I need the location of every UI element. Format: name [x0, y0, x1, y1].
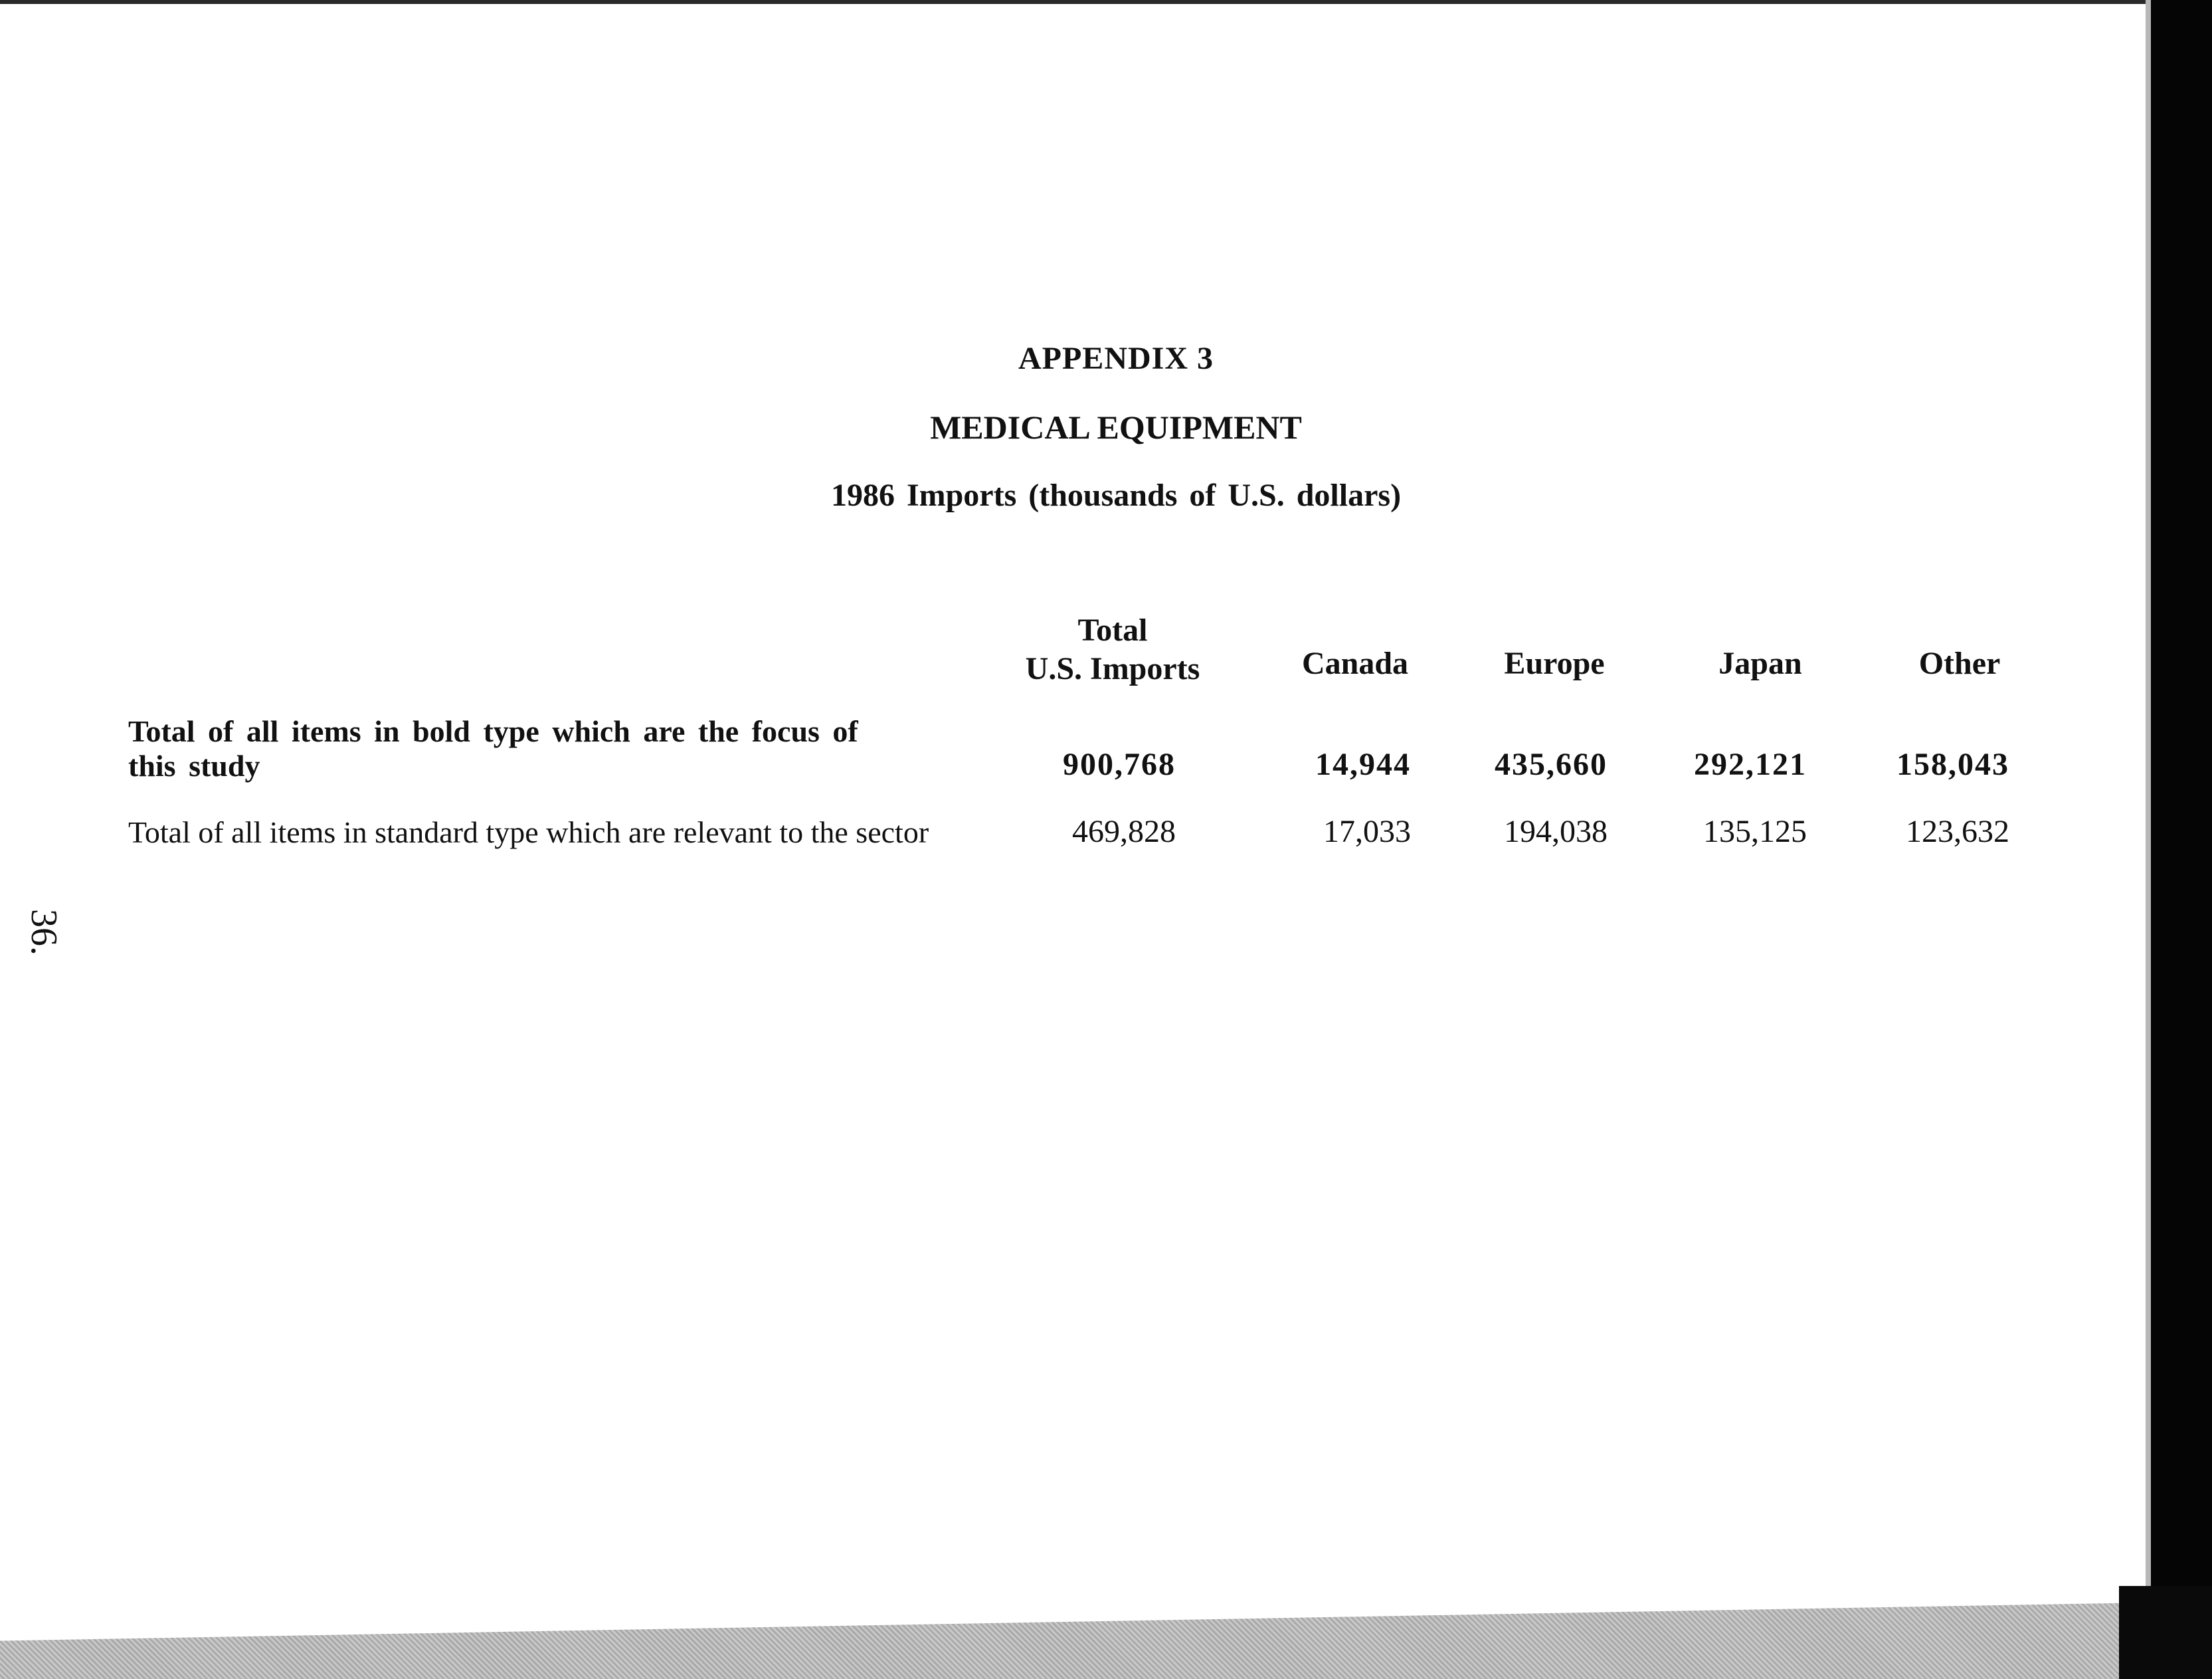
cell-bold-europe: 435,660	[1495, 747, 1608, 782]
cell-standard-europe: 194,038	[1504, 814, 1608, 849]
cell-bold-japan: 292,121	[1694, 747, 1807, 782]
cell-standard-japan: 135,125	[1703, 814, 1807, 849]
row-label-standard-items: Total of all items in standard type which are relevant to the sector	[128, 815, 929, 849]
row-label-bold-items	[128, 714, 858, 783]
scan-right-edge	[2151, 0, 2212, 1679]
scan-right-edge-shadow	[2146, 0, 2151, 1679]
column-header-canada: Canada	[1301, 646, 1409, 681]
cell-bold-canada: 14,944	[1315, 747, 1411, 782]
cell-standard-canada: 17,033	[1323, 814, 1411, 849]
cell-standard-other: 123,632	[1906, 814, 2009, 849]
scan-bottom-band	[0, 1603, 2212, 1679]
row-label-bold-line1: Total of all items in bold type which are the focus of	[128, 714, 858, 748]
column-header-other: Other	[1918, 646, 2001, 681]
column-header-europe: Europe	[1504, 646, 1605, 681]
cell-standard-total: 469,828	[1072, 814, 1176, 849]
cell-bold-total: 900,768	[1063, 747, 1176, 782]
cell-bold-other: 158,043	[1896, 747, 2009, 782]
scan-bottom-corner	[2119, 1586, 2212, 1679]
row-label-bold-line2: this study	[128, 749, 260, 783]
column-header-total-line1: Total	[1077, 613, 1148, 648]
page-number: 36.	[23, 909, 64, 955]
appendix-heading: APPENDIX 3	[1018, 341, 1214, 376]
document-subtitle: 1986 Imports (thousands of U.S. dollars)	[830, 478, 1402, 513]
column-header-total-line2: U.S. Imports	[1025, 651, 1200, 686]
document-title: MEDICAL EQUIPMENT	[930, 409, 1302, 446]
column-header-japan: Japan	[1718, 646, 1802, 681]
column-header-total-us-imports	[996, 611, 1229, 688]
scan-top-edge	[0, 0, 2146, 4]
